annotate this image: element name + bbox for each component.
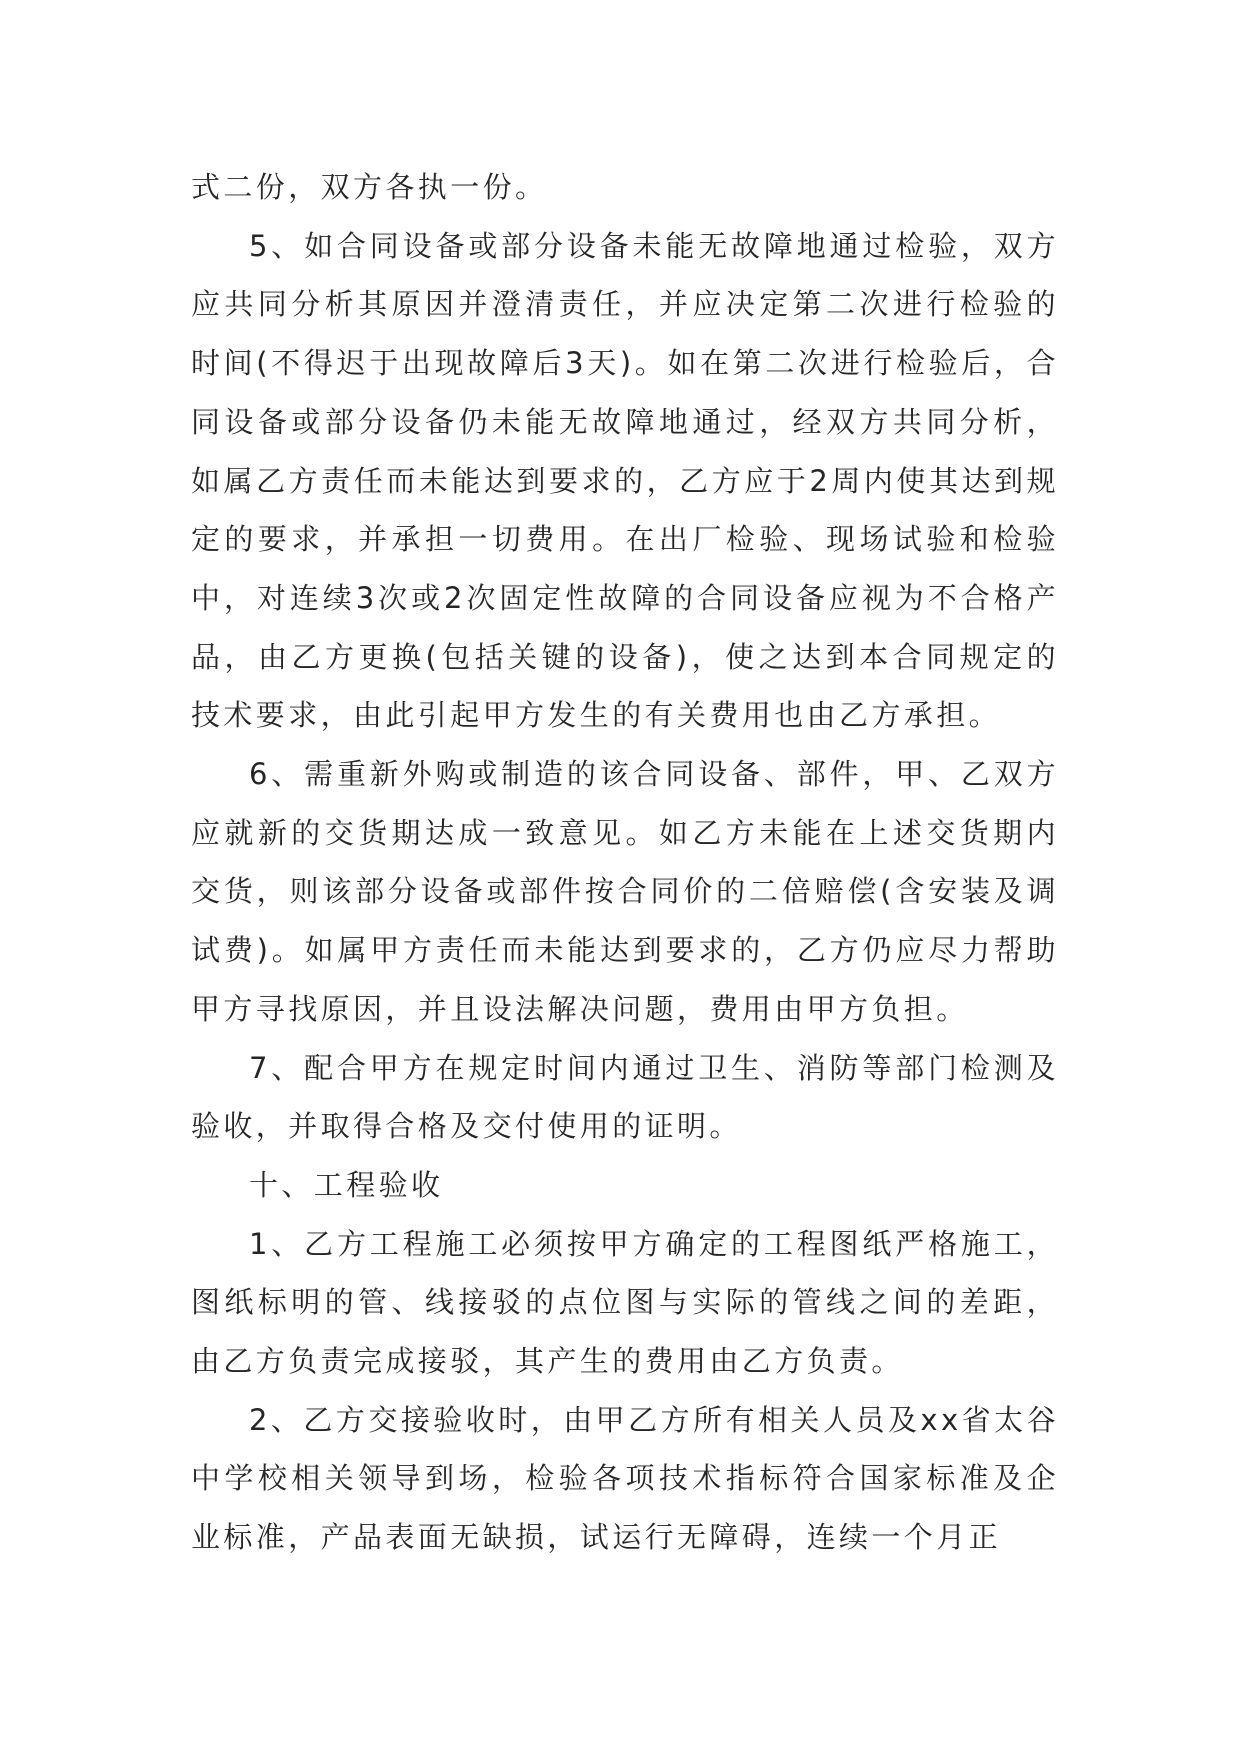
paragraph-clause-6: 6、需重新外购或制造的该合同设备、部件，甲、乙双方应就新的交货期达成一致意见。如乙方未能在上述交货期内交货，则该部分设备或部件按合同价的二倍赔偿(含安装及调试费)。如属甲方责任而未能达到要求的，乙方仍应尽力帮助甲方寻找原因，并且设法解决问题，费用由甲方负担。 [191,757,1059,1026]
paragraph-acceptance-1: 1、乙方工程施工必须按甲方确定的工程图纸严格施工，图纸标明的管、线接驳的点位图与实际的管线之间的差距，由乙方负责完成接驳，其产生的费用由乙方负责。 [191,1226,1059,1379]
paragraph-continuation: 式二份，双方各执一份。 [191,170,548,204]
paragraph-clause-7: 7、配合甲方在规定时间内通过卫生、消防等部门检测及验收，并取得合格及交付使用的证明。 [191,1050,1059,1144]
section-heading-project-acceptance: 十、工程验收 [249,1167,444,1202]
paragraph-clause-5: 5、如合同设备或部分设备未能无故障地通过检验，双方应共同分析其原因并澄清责任，并应决定第二次进行检验的时间(不得迟于出现故障后3天)。如在第二次进行检验后，合同设备或部分设备仍未能无故障地通过，经双方共同分析，如属乙方责任而未能达到要求的，乙方应于2周内使其达到规定的要求，并承担一切费用。在出厂检验、现场试验和检验中，对连续3次或2次固定性故障的合同设备应视为不合格产品，由乙方更换(包括关键的设备)，使之达到本合同规定的技术要求，由此引起甲方发生的有关费用也由乙方承担。 [191,228,1059,733]
document-body [191,158,1059,1567]
paragraph-acceptance-2: 2、乙方交接验收时，由甲乙方所有相关人员及xx省太谷中学校相关领导到场，检验各项技术指标符合国家标准及企业标准，产品表面无缺损，试运行无障碍，连续一个月正 [191,1402,1059,1555]
